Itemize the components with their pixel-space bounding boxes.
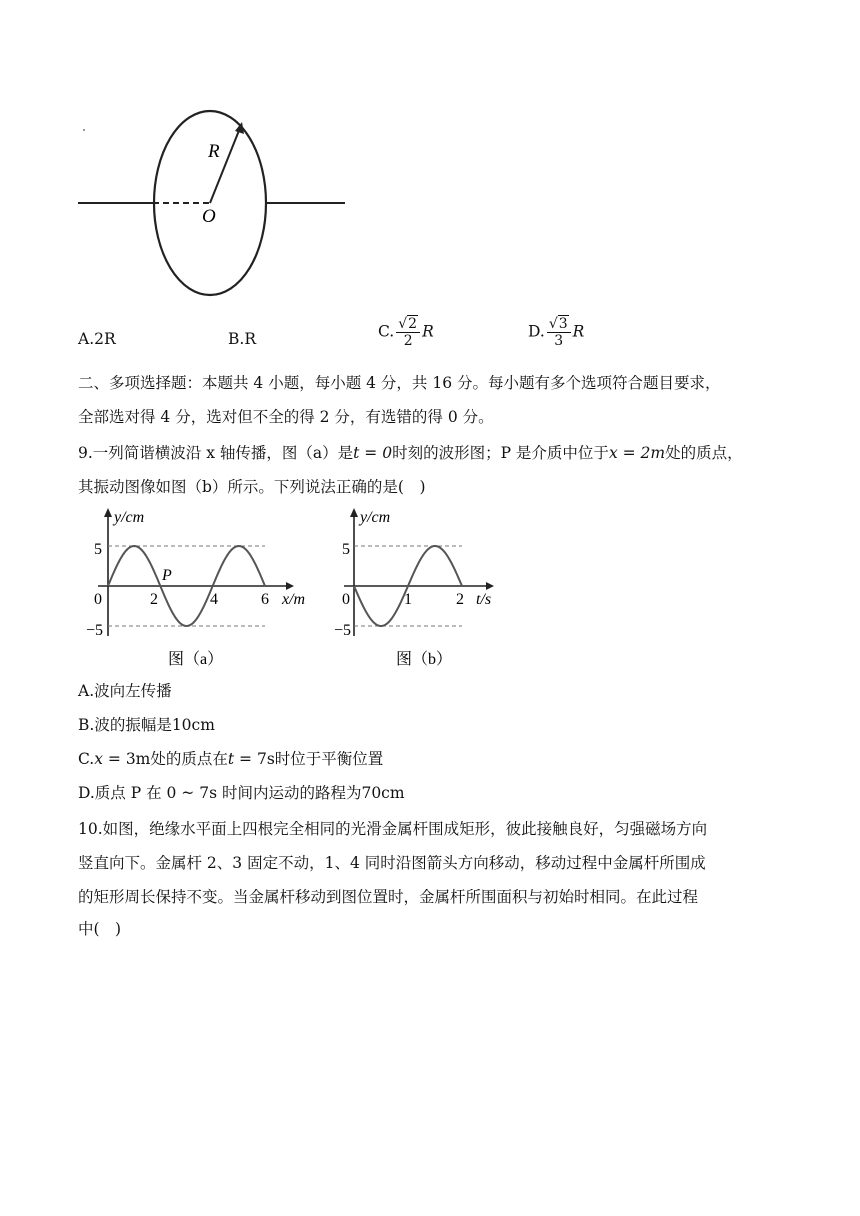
tick-x-0: 0 [342,591,350,608]
x-axis-arrow [486,582,494,590]
q9-option-c [78,748,383,770]
denominator: 3 [554,333,564,349]
q9-option-a: A.波向左传播 [78,682,172,700]
tick-y-5: 5 [342,541,350,558]
tick-x-4: 4 [210,591,218,608]
q8-option-c [378,316,434,349]
y-axis-label: y/cm [114,509,145,526]
tick-y-5: 5 [94,541,102,558]
q8-option-d-prefix: D. [528,322,545,341]
q10-line3: 的矩形周长保持不变。当金属杆移动到图位置时，金属杆所围面积与初始时相同。在此过程 [78,888,699,906]
tick-x-2: 2 [150,591,158,608]
q8-option-d [528,316,584,349]
q9-line2: 其振动图像如图（b）所示。下列说法正确的是( ) [78,478,426,496]
q9-text: 处的质点， [665,444,743,462]
tick-x-0: 0 [94,591,102,608]
section2-line2: 全部选对得 4 分，选对但不全的得 2 分，有选错的得 0 分。 [78,408,494,426]
q9-option-b: B.波的振幅是10cm [78,716,215,734]
q9-text: = 7s时位于平衡位置 [234,750,384,768]
graph-a-caption: 图（a） [168,651,224,668]
wave-graph-a [78,504,318,674]
tick-x-1: 1 [404,591,412,608]
denominator: 2 [403,333,413,349]
radicand: 3 [558,316,568,332]
tick-x-6: 6 [261,591,269,608]
q9-text: 9.一列简谐横波沿 x 轴传播，图（a）是 [78,444,354,462]
q9-text: 时刻的波形图；P 是介质中位于 [392,444,609,462]
variable: R [422,322,434,341]
label-r: R [208,141,220,162]
q10-line1: 10.如图，绝缘水平面上四根完全相同的光滑金属杆围成矩形，彼此接触良好，匀强磁场方向 [78,820,708,838]
q8-option-a: A.2R [78,330,116,348]
vibration-graph-b [330,504,510,674]
x-axis-label: t/s [476,591,492,608]
tick-y-neg5: −5 [86,622,104,639]
graph-b-caption: 图（b） [396,651,453,668]
point-label: P [162,567,172,584]
q9-text: C. [78,750,95,768]
q8-option-b: B.R [228,330,256,348]
q10-line2: 竖直向下。金属杆 2、3 固定不动，1、4 同时沿图箭头方向移动，移动过程中金属杆所围成 [78,854,706,872]
q9-option-d: D.质点 P 在 0 ~ 7s 时间内运动的路程为70cm [78,784,405,802]
tick-y-neg5: −5 [334,622,352,639]
q10-line4: 中( ) [78,920,122,938]
variable: R [572,322,585,341]
y-axis-label: y/cm [360,509,391,526]
fraction: $\frac{√3}{3}$ [547,316,571,349]
q8-option-c-prefix: C. [378,322,395,341]
q9-math: x [94,750,103,768]
q9-line1 [78,442,743,464]
tick-x-2: 2 [456,591,464,608]
label-o: O [202,206,216,227]
y-axis-arrow [350,508,358,517]
y-axis-arrow [104,508,112,517]
section2-line1: 二、多项选择题：本题共 4 小题，每小题 4 分，共 16 分。每小题有多个选项符合题目要求， [78,374,721,392]
radicand: 2 [408,316,418,332]
q9-math-x: x = 2m [608,444,666,462]
x-axis-arrow [286,582,294,590]
x-axis-label: x/m [282,591,306,608]
q9-text: = 3m处的质点在 [102,750,228,768]
q9-math: t [227,750,235,768]
circle-diagram [70,108,360,303]
fraction: $\frac{√2}{2}$ [396,316,420,349]
q9-math-t0: t = 0 [353,444,393,462]
